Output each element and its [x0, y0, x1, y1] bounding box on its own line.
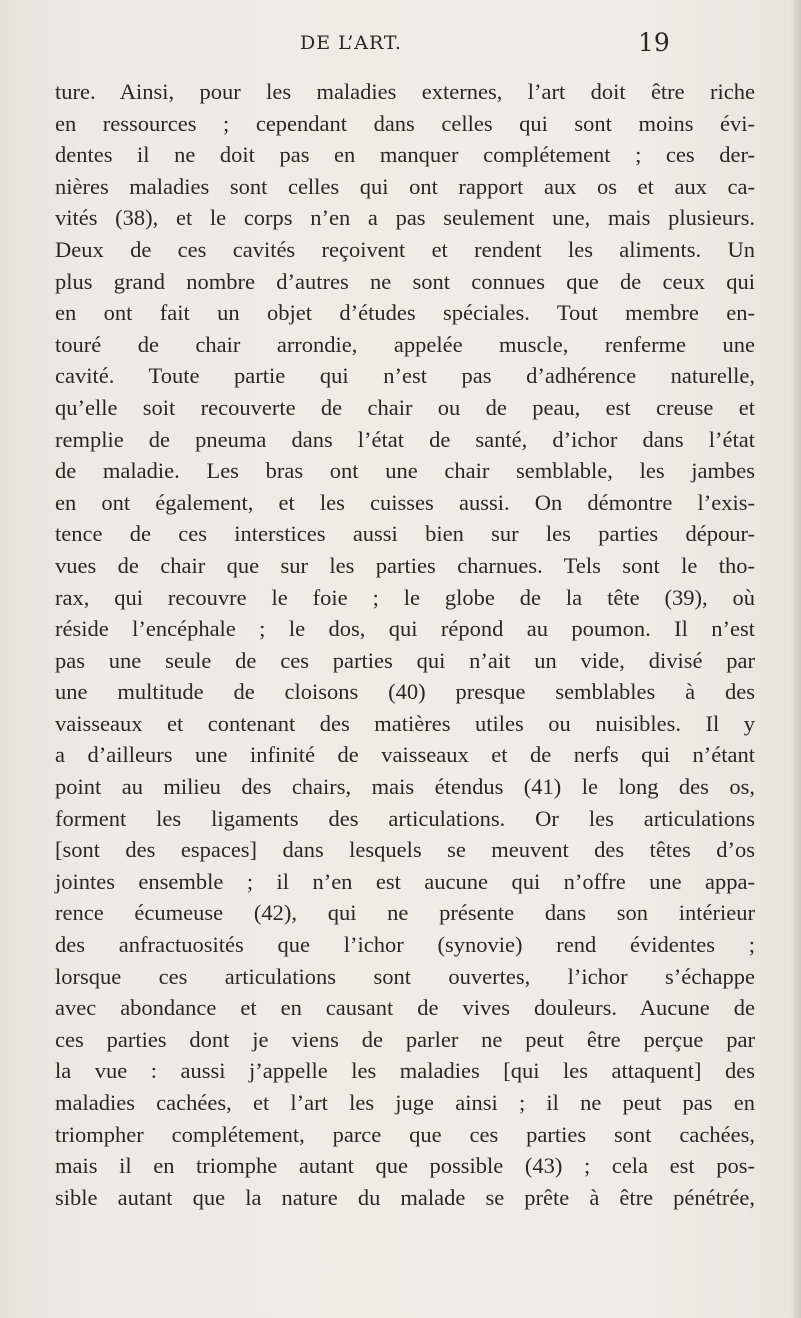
text-line: en ressources ; cependant dans celles qui sont moins évi-: [55, 110, 755, 136]
text-line: en ont également, et les cuisses aussi. On démontre l’exis-: [55, 489, 755, 515]
text-line: nières maladies sont celles qui ont rapport aux os et aux ca-: [55, 173, 755, 199]
text-line: maladies cachées, et l’art les juge ainsi ; il ne peut pas en: [55, 1090, 755, 1115]
page-edge-shadow: [791, 0, 801, 1318]
running-head: DE L’ART.: [300, 32, 402, 54]
text-line: vités (38), et le corps n’en a pas seulement une, mais plusieurs.: [55, 205, 755, 231]
text-line: vues de chair que sur les parties charnues. Tels sont le tho-: [55, 552, 755, 578]
text-line: rax, qui recouvre le foie ; le globe de la tête (39), où: [55, 584, 755, 610]
text-line: [sont des espaces] dans lesquels se meuvent des têtes d’os: [55, 837, 755, 863]
text-line: mais il en triomphe autant que possible (43) ; cela est pos-: [55, 1153, 755, 1179]
text-line: en ont fait un objet d’études spéciales. Tout membre en-: [55, 300, 755, 326]
text-line: point au milieu des chairs, mais étendus (41) le long des os,: [55, 774, 755, 800]
text-line: remplie de pneuma dans l’état de santé, d’ichor dans l’état: [55, 426, 755, 452]
text-line: dentes il ne doit pas en manquer complétement ; ces der-: [55, 142, 755, 168]
text-line: une multitude de cloisons (40) presque semblables à des: [55, 679, 755, 705]
text-line: de maladie. Les bras ont une chair semblable, les jambes: [55, 458, 755, 484]
text-line: Deux de ces cavités reçoivent et rendent les aliments. Un: [55, 236, 755, 262]
text-line: ture. Ainsi, pour les maladies externes, l’art doit être riche: [55, 79, 755, 104]
text-line: tence de ces interstices aussi bien sur les parties dépour-: [55, 521, 755, 547]
text-line: cavité. Toute partie qui n’est pas d’adhérence naturelle,: [55, 363, 755, 389]
text-line: plus grand nombre d’autres ne sont connues que de ceux qui: [55, 268, 755, 294]
text-line: triompher complétement, parce que ces parties sont cachées,: [55, 1121, 755, 1147]
text-line: forment les ligaments des articulations. Or les articulations: [55, 805, 755, 831]
text-line: réside l’encéphale ; le dos, qui répond au poumon. Il n’est: [55, 616, 755, 642]
text-line: ces parties dont je viens de parler ne peut être perçue par: [55, 1026, 755, 1052]
page-header: [0, 28, 801, 58]
text-line: la vue : aussi j’appelle les maladies [qui les attaquent] des: [55, 1058, 755, 1084]
text-line: a d’ailleurs une infinité de vaisseaux et de nerfs qui n’étant: [55, 742, 755, 768]
text-line: rence écumeuse (42), qui ne présente dans son intérieur: [55, 900, 755, 926]
text-line: vaisseaux et contenant des matières utiles ou nuisibles. Il y: [55, 710, 755, 736]
text-line: touré de chair arrondie, appelée muscle, renferme une: [55, 331, 755, 357]
text-line: sible autant que la nature du malade se prête à être pénétrée,: [55, 1184, 755, 1210]
body-text: [55, 76, 755, 1213]
text-line: lorsque ces articulations sont ouvertes, l’ichor s’échappe: [55, 963, 755, 989]
page-number: 19: [638, 28, 670, 57]
text-line: qu’elle soit recouverte de chair ou de peau, est creuse et: [55, 394, 755, 420]
text-line: avec abondance et en causant de vives douleurs. Aucune de: [55, 995, 755, 1021]
text-line: jointes ensemble ; il n’en est aucune qui n’offre une appa-: [55, 868, 755, 894]
text-line: pas une seule de ces parties qui n’ait un vide, divisé par: [55, 647, 755, 673]
text-line: des anfractuosités que l’ichor (synovie) rend évidentes ;: [55, 932, 755, 958]
